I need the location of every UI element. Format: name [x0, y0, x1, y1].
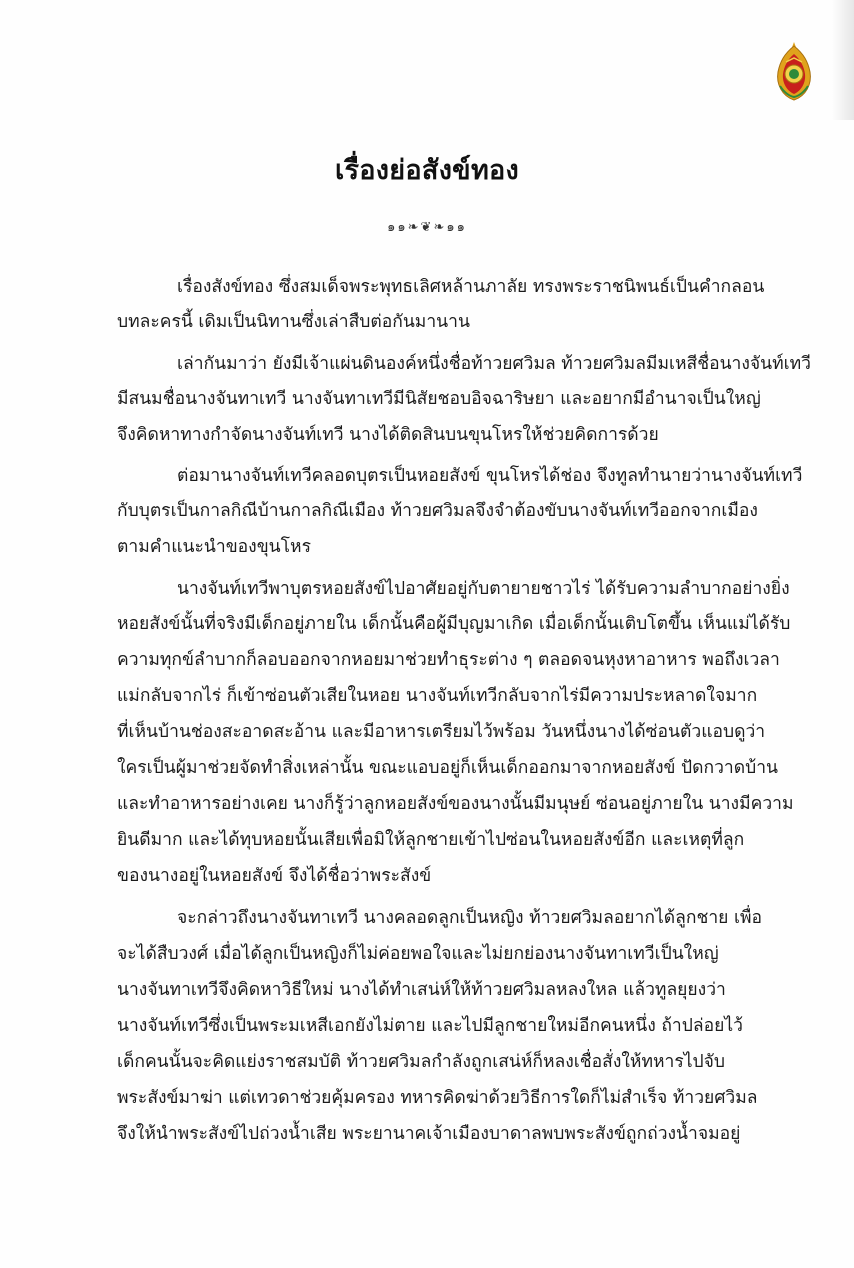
text-line: นางจันทาเทวีจึงคิดหาวิธีใหม่ นางได้ทำเสน่ห์ให้ท้าวยศวิมลหลงใหล แล้วทูลยุยงว่า [117, 980, 726, 1000]
text-line: จึงคิดหาทางกำจัดนางจันท์เทวี นางได้ติดสินบนขุนโหรให้ช่วยคิดการด้วย [117, 425, 659, 445]
text-line: นางจันท์เทวีซึ่งเป็นพระมเหสีเอกยังไม่ตาย และไปมีลูกชายใหม่อีกคนหนึ่ง ถ้าปล่อยไว้ [117, 1016, 743, 1036]
text-line: กับบุตรเป็นกาลกิณีบ้านกาลกิณีเมือง ท้าวยศวิมลจึงจำต้องขับนางจันท์เทวีออกจากเมือง [117, 501, 758, 521]
text-line: ของนางอยู่ในหอยสังข์ จึงได้ชื่อว่าพระสังข์ [117, 866, 432, 886]
text-line: ต่อมานางจันท์เทวีคลอดบุตรเป็นหอยสังข์ ขุนโหรได้ช่อง จึงทูลทำนายว่านางจันท์เทวี [177, 466, 803, 486]
scan-shadow [832, 0, 854, 120]
text-line: นางจันท์เทวีพาบุตรหอยสังข์ไปอาศัยอยู่กับตายายชาวไร่ ได้รับความลำบากอย่างยิ่ง [177, 579, 790, 599]
text-line: จึงให้นำพระสังข์ไปถ่วงน้ำเสีย พระยานาคเจ้าเมืองบาดาลพบพระสังข์ถูกถ่วงน้ำจมอยู่ [117, 1124, 741, 1144]
text-line: มีสนมชื่อนางจันทาเทวี นางจันทาเทวีมีนิสัยชอบอิจฉาริษยา และอยากมีอำนาจเป็นใหญ่ [117, 389, 761, 409]
text-line: ใครเป็นผู้มาช่วยจัดทำสิ่งเหล่านั้น ขณะแอบอยู่ก็เห็นเด็กออกมาจากหอยสังข์ ปัดกวาดบ้าน [117, 758, 779, 778]
text-line: หอยสังข์นั้นที่จริงมีเด็กอยู่ภายใน เด็กนั้นคือผู้มีบุญมาเกิด เมื่อเด็กนั้นเติบโตขึ้น เห็นแม่ได้รับ [117, 614, 791, 634]
text-line: เด็กคนนั้นจะคิดแย่งราชสมบัติ ท้าวยศวิมลกำลังถูกเสน่ห์ก็หลงเชื่อสั่งให้ทหารไปจับ [117, 1052, 726, 1072]
royal-emblem-icon [770, 40, 818, 102]
text-line: จะได้สืบวงศ์ เมื่อได้ลูกเป็นหญิงก็ไม่ค่อยพอใจและไม่ยกย่องนางจันทาเทวีเป็นใหญ่ [117, 944, 719, 964]
text-line: ยินดีมาก และได้ทุบหอยนั้นเสียเพื่อมิให้ลูกชายเข้าไปซ่อนในหอยสังข์อีก และเหตุที่ลูก [117, 830, 745, 850]
page-title: เรื่องย่อสังข์ทอง [334, 155, 520, 186]
text-line: ตามคำแนะนำของขุนโหร [117, 537, 311, 557]
text-line: ความทุกข์ลำบากก็ลอบออกจากหอยมาช่วยทำธุระต่าง ๆ ตลอดจนหุงหาอาหาร พอถึงเวลา [117, 650, 780, 670]
text-line: จะกล่าวถึงนางจันทาเทวี นางคลอดลูกเป็นหญิง ท้าวยศวิมลอยากได้ลูกชาย เพื่อ [177, 908, 763, 928]
text-line: และทำอาหารอย่างเคย นางก็รู้ว่าลูกหอยสังข์ของนางนั้นมีมนุษย์ ซ่อนอยู่ภายใน นางมีความ [117, 794, 794, 814]
text-line: บทละครนี้ เดิมเป็นนิทานซึ่งเล่าสืบต่อกันมานาน [117, 312, 470, 332]
text-line: เรื่องสังข์ทอง ซึ่งสมเด็จพระพุทธเลิศหล้านภาลัย ทรงพระราชนิพนธ์เป็นคำกลอน [177, 277, 765, 297]
text-line: เล่ากันมาว่า ยังมีเจ้าแผ่นดินองค์หนึ่งชื่อท้าวยศวิมล ท้าวยศวิมลมีมเหสีชื่อนางจันท์เทวี [177, 354, 812, 374]
text-line: พระสังข์มาฆ่า แต่เทวดาช่วยคุ้มครอง ทหารคิดฆ่าด้วยวิธีการใดก็ไม่สำเร็จ ท้าวยศวิมล [117, 1088, 758, 1108]
text-line: แม่กลับจากไร่ ก็เข้าซ่อนตัวเสียในหอย นางจันท์เทวีกลับจากไร่มีความประหลาดใจมาก [117, 686, 758, 706]
text-line: ที่เห็นบ้านช่องสะอาดสะอ้าน และมีอาหารเตรียมไว้พร้อม วันหนึ่งนางได้ซ่อนตัวแอบดูว่า [117, 722, 766, 742]
title-ornament: ๑๑❧❦❧๑๑ [387, 220, 467, 235]
